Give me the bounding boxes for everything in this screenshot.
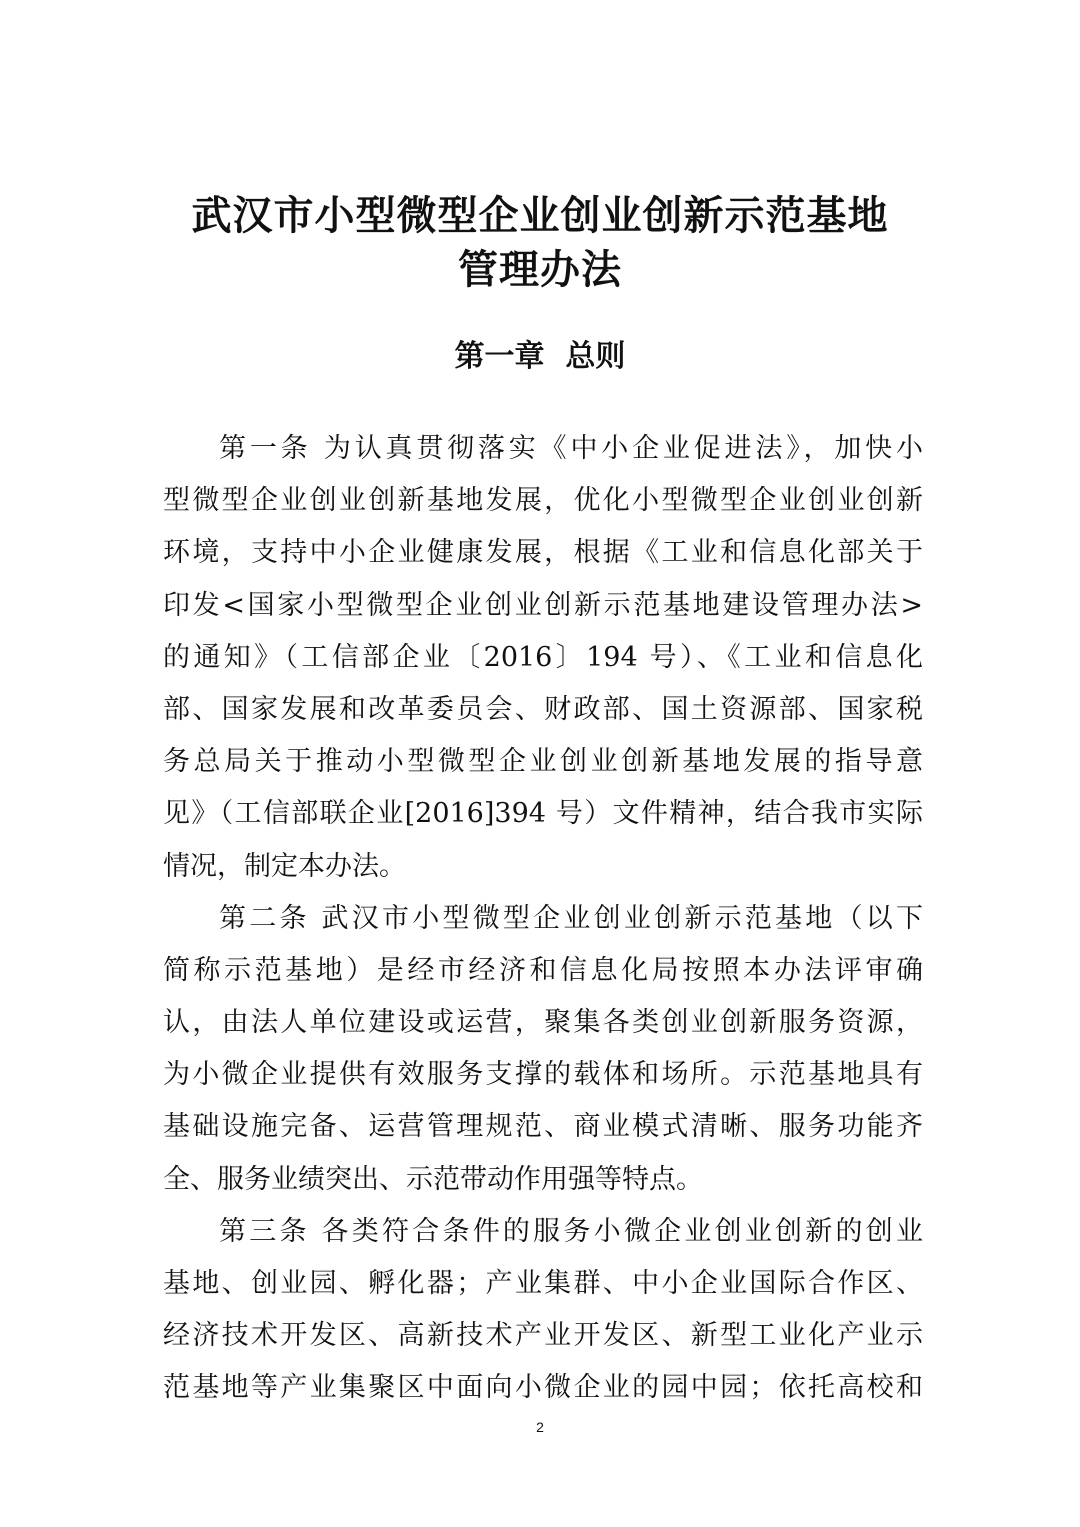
article-1-line: 环境，支持中小企业健康发展，根据《工业和信息化部关于 — [163, 537, 923, 569]
chapter-heading: 第一章 总则 — [454, 339, 626, 374]
body-text — [163, 423, 923, 1415]
article-1-line: 型微型企业创业创新基地发展，优化小型微型企业创业创新 — [163, 485, 923, 517]
article-2-line: 简称示范基地）是经市经济和信息化局按照本办法评审确 — [163, 954, 923, 986]
document-title-line-1: 武汉市小型微型企业创业创新示范基地 — [191, 193, 889, 239]
article-1-line: 见》（工信部联企业[2016]394 号）文件精神，结合我市实际 — [163, 798, 923, 830]
article-2-line: 认，由法人单位建设或运营，聚集各类创业创新服务资源， — [163, 1007, 923, 1039]
article-2-line: 全、服务业绩突出、示范带动作用强等特点。 — [163, 1163, 703, 1195]
article-1-line: 印发<国家小型微型企业创业创新示范基地建设管理办法> — [163, 589, 923, 621]
page-number: 2 — [536, 1419, 544, 1435]
article-1-line: 务总局关于推动小型微型企业创业创新基地发展的指导意 — [163, 746, 923, 778]
article-1-line: 第一条 为认真贯彻落实《中小企业促进法》，加快小 — [219, 433, 923, 464]
article-3-line: 经济技术开发区、高新技术产业开发区、新型工业化产业示 — [163, 1320, 923, 1352]
article-1-line: 的通知》（工信部企业〔2016〕194 号）、《工业和信息化 — [163, 641, 923, 673]
article-3-line: 范基地等产业集聚区中面向小微企业的园中园；依托高校和 — [163, 1372, 923, 1404]
article-3-line: 第三条 各类符合条件的服务小微企业创业创新的创业 — [219, 1215, 923, 1247]
article-2-line: 基础设施完备、运营管理规范、商业模式清晰、服务功能齐 — [163, 1111, 923, 1143]
article-1-line: 部、国家发展和改革委员会、财政部、国土资源部、国家税 — [163, 693, 923, 725]
article-2-line: 第二条 武汉市小型微型企业创业创新示范基地（以下 — [219, 902, 923, 934]
document-title-line-2: 管理办法 — [458, 247, 622, 293]
article-3-line: 基地、创业园、孵化器；产业集群、中小企业国际合作区、 — [163, 1268, 923, 1299]
article-2-line: 为小微企业提供有效服务支撑的载体和场所。示范基地具有 — [163, 1059, 923, 1091]
article-1-line: 情况，制定本办法。 — [163, 850, 406, 882]
